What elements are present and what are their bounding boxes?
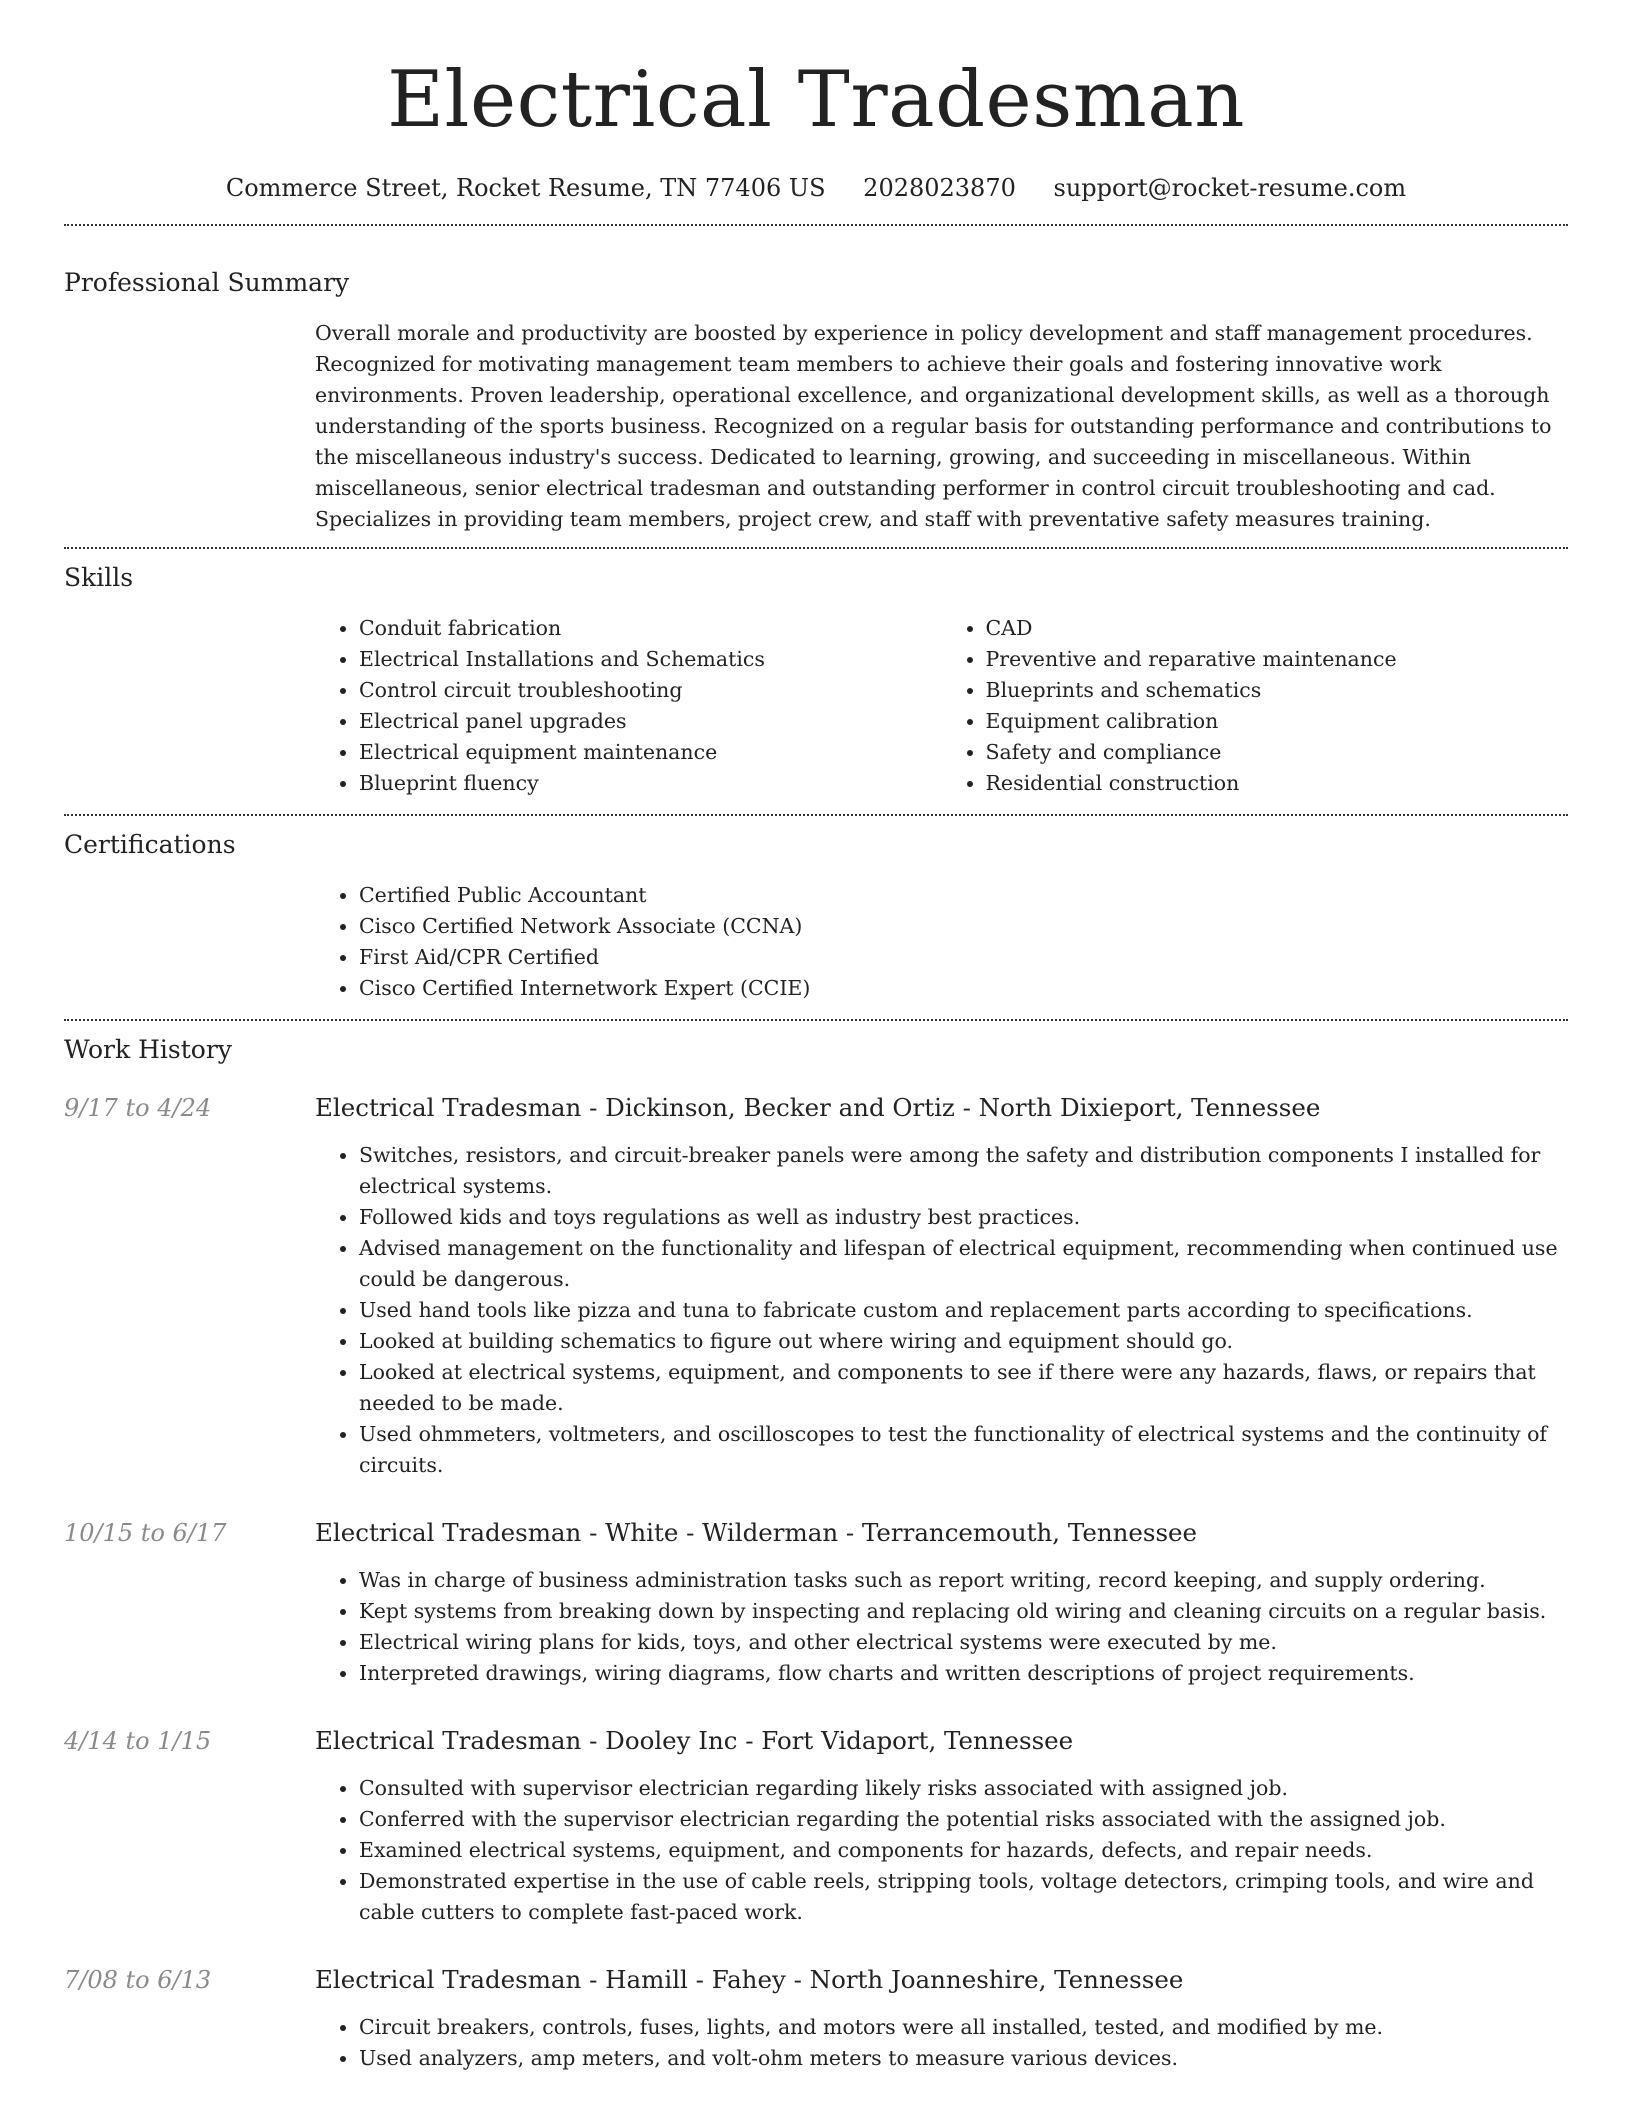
job-bullet: • Circuit breakers, controls, fuses, lights, and motors were all installed, tested, and modified by me.	[359, 2012, 1568, 2043]
section-divider	[64, 814, 1568, 816]
skill-item: • Preventive and reparative maintenance	[986, 644, 1569, 675]
certifications-content	[315, 880, 1568, 1004]
skills-section	[64, 561, 1568, 799]
job-entry	[64, 1516, 1568, 1689]
skills-list-right	[942, 613, 1569, 799]
job-bullets	[315, 1565, 1568, 1689]
summary-title: Professional Summary	[64, 268, 350, 297]
section-divider	[64, 547, 1568, 549]
work-history-section	[64, 1033, 1568, 2074]
skill-item: • Equipment calibration	[986, 706, 1569, 737]
skill-item: • Electrical Installations and Schematics	[359, 644, 942, 675]
certification-item: • First Aid/CPR Certified	[359, 942, 1568, 973]
skill-item: • Control circuit troubleshooting	[359, 675, 942, 706]
skill-item: • Residential construction	[986, 768, 1569, 799]
job-title: Electrical Tradesman - White - Wilderman - Terrancemouth, Tennessee	[315, 1518, 1198, 1547]
summary-content	[315, 318, 1568, 535]
skills-content	[315, 613, 1568, 799]
work-history-title: Work History	[64, 1035, 232, 1064]
job-bullet: • Advised management on the functionality and lifespan of electrical equipment, recommending when continued use could be dangerous.	[359, 1233, 1568, 1295]
job-title: Electrical Tradesman - Dooley Inc - Fort Vidaport, Tennessee	[315, 1726, 1074, 1755]
job-bullet: • Looked at electrical systems, equipment, and components to see if there were any hazards, flaws, or repairs that needed to be made.	[359, 1357, 1568, 1419]
certifications-list	[315, 880, 1568, 1004]
job-bullet: • Consulted with supervisor electrician regarding likely risks associated with assigned job.	[359, 1773, 1568, 1804]
job-bullet: • Looked at building schematics to figure out where wiring and equipment should go.	[359, 1326, 1568, 1357]
job-entry	[64, 1091, 1568, 1481]
skill-item: • Electrical equipment maintenance	[359, 737, 942, 768]
job-bullet: • Electrical wiring plans for kids, toys, and other electrical systems were executed by me.	[359, 1627, 1568, 1658]
summary-section	[64, 266, 1568, 535]
certification-item: • Cisco Certified Network Associate (CCNA)	[359, 911, 1568, 942]
certification-item: • Cisco Certified Internetwork Expert (CCIE)	[359, 973, 1568, 1004]
resume-name: Electrical Tradesman	[387, 55, 1245, 145]
certifications-section	[64, 828, 1568, 1004]
job-bullet: • Used hand tools like pizza and tuna to fabricate custom and replacement parts according to specifications.	[359, 1295, 1568, 1326]
skill-item: • Blueprint fluency	[359, 768, 942, 799]
job-bullet: • Examined electrical systems, equipment, and components for hazards, defects, and repair needs.	[359, 1835, 1568, 1866]
skill-item: • Electrical panel upgrades	[359, 706, 942, 737]
contact-address: Commerce Street, Rocket Resume, TN 77406 US	[225, 174, 826, 202]
job-bullet: • Used ohmmeters, voltmeters, and oscilloscopes to test the functionality of electrical systems and the continuity of circuits.	[359, 1419, 1568, 1481]
job-bullet: • Conferred with the supervisor electrician regarding the potential risks associated with the assigned job.	[359, 1804, 1568, 1835]
job-entry	[64, 1724, 1568, 1928]
certification-item: • Certified Public Accountant	[359, 880, 1568, 911]
job-bullet: • Kept systems from breaking down by inspecting and replacing old wiring and cleaning circuits on a regular basis.	[359, 1596, 1568, 1627]
job-bullets	[315, 2012, 1568, 2074]
resume-page	[64, 0, 1568, 2074]
skills-title: Skills	[64, 563, 134, 592]
skill-item: • CAD	[986, 613, 1569, 644]
section-divider	[64, 224, 1568, 226]
section-divider	[64, 1019, 1568, 1021]
contact-email: support@rocket-resume.com	[1053, 174, 1407, 202]
job-title: Electrical Tradesman - Dickinson, Becker and Ortiz - North Dixieport, Tennessee	[315, 1093, 1321, 1122]
job-title: Electrical Tradesman - Hamill - Fahey - North Joanneshire, Tennessee	[315, 1965, 1184, 1994]
certifications-title: Certifications	[64, 830, 236, 859]
skill-item: • Blueprints and schematics	[986, 675, 1569, 706]
skill-item: • Safety and compliance	[986, 737, 1569, 768]
job-entry	[64, 1963, 1568, 2074]
job-dates: 9/17 to 4/24	[64, 1094, 212, 1122]
contact-phone: 2028023870	[863, 174, 1016, 202]
job-dates: 7/08 to 6/13	[64, 1966, 212, 1994]
job-dates: 4/14 to 1/15	[64, 1727, 212, 1755]
job-bullet: • Demonstrated expertise in the use of cable reels, stripping tools, voltage detectors, crimping tools, and wire and cable cutters to complete fast-paced work.	[359, 1866, 1568, 1928]
contact-info	[64, 172, 1568, 204]
job-dates: 10/15 to 6/17	[64, 1519, 227, 1547]
job-bullets	[315, 1773, 1568, 1928]
job-bullet: • Was in charge of business administration tasks such as report writing, record keeping, and supply ordering.	[359, 1565, 1568, 1596]
job-bullet: • Interpreted drawings, wiring diagrams, flow charts and written descriptions of project requirements.	[359, 1658, 1568, 1689]
job-bullet: • Switches, resistors, and circuit-breaker panels were among the safety and distribution components I installed for electrical systems.	[359, 1140, 1568, 1202]
skills-list-left	[315, 613, 942, 799]
skill-item: • Conduit fabrication	[359, 613, 942, 644]
job-bullet: • Used analyzers, amp meters, and volt-ohm meters to measure various devices.	[359, 2043, 1568, 2074]
job-bullets	[315, 1140, 1568, 1481]
summary-text: Overall morale and productivity are boosted by experience in policy development and staff management procedures. Recognized for motivating management team members to achieve their goals and fostering innovative work environments. Proven leadership, operational excellence, and organizational development skills, as well as a thorough understanding of the sports business. Recognized on a regular basis for outstanding performance and contributions to the miscellaneous industry's success. Dedicated to learning, growing, and succeeding in miscellaneous. Within miscellaneous, senior electrical tradesman and outstanding performer in control circuit troubleshooting and cad. Specializes in providing team members, project crew, and staff with preventative safety measures training.	[315, 321, 1552, 531]
job-bullet: • Followed kids and toys regulations as well as industry best practices.	[359, 1202, 1568, 1233]
